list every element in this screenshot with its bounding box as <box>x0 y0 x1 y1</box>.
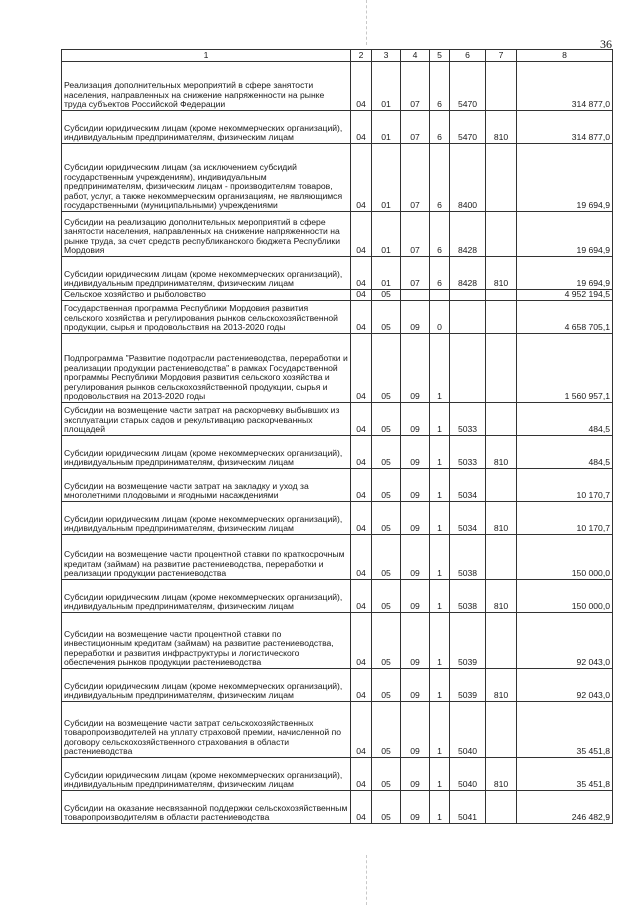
table-row <box>62 469 613 502</box>
direction-code: 8428 <box>450 257 486 290</box>
table-row <box>62 535 613 580</box>
program-code: 09 <box>401 301 430 334</box>
expense-type-code: 810 <box>486 758 517 791</box>
subsection-code: 05 <box>372 301 401 334</box>
amount: 150 000,0 <box>517 535 613 580</box>
section-code: 04 <box>351 613 372 669</box>
page-number: 36 <box>600 37 612 51</box>
expense-type-code <box>486 403 517 436</box>
program-code: 09 <box>401 436 430 469</box>
expense-type-code <box>486 144 517 212</box>
subsection-code: 01 <box>372 144 401 212</box>
subsection-code: 05 <box>372 613 401 669</box>
program-code: 09 <box>401 535 430 580</box>
section-code: 04 <box>351 758 372 791</box>
amount: 10 170,7 <box>517 469 613 502</box>
program-code: 07 <box>401 257 430 290</box>
subsection-code: 05 <box>372 502 401 535</box>
expense-type-code: 810 <box>486 669 517 702</box>
table-row <box>62 669 613 702</box>
header-cell-3: 3 <box>372 50 401 62</box>
subsection-code: 05 <box>372 403 401 436</box>
row-name: Реализация дополнительных мероприятий в сфере занятости населения, направленных на снижение напряженности на рынке труда субъектов Российской Федерации <box>62 62 351 111</box>
binding-line-bottom <box>366 855 367 905</box>
header-cell-2: 2 <box>351 50 372 62</box>
direction-code: 5470 <box>450 62 486 111</box>
header-cell-6: 6 <box>450 50 486 62</box>
header-cell-8: 8 <box>517 50 613 62</box>
subprogram-code: 1 <box>430 535 450 580</box>
table-row <box>62 62 613 111</box>
subsection-code: 01 <box>372 212 401 257</box>
subprogram-code: 0 <box>430 301 450 334</box>
table-row <box>62 111 613 144</box>
amount: 19 694,9 <box>517 144 613 212</box>
table-row <box>62 702 613 758</box>
subprogram-code: 1 <box>430 702 450 758</box>
expense-type-code: 810 <box>486 257 517 290</box>
section-code: 04 <box>351 212 372 257</box>
section-code: 04 <box>351 535 372 580</box>
amount: 314 877,0 <box>517 62 613 111</box>
program-code: 09 <box>401 580 430 613</box>
subprogram-code: 6 <box>430 62 450 111</box>
table-row <box>62 613 613 669</box>
program-code: 09 <box>401 613 430 669</box>
table-row <box>62 257 613 290</box>
direction-code <box>450 334 486 403</box>
amount: 92 043,0 <box>517 669 613 702</box>
program-code: 09 <box>401 469 430 502</box>
row-name: Субсидии юридическим лицам (кроме некоммерческих организаций), индивидуальным предпринимателям, физическим лицам <box>62 669 351 702</box>
row-name: Государственная программа Республики Мордовия развития сельского хозяйства и регулирования рынков сельскохозяйственной продукции, сырья и продовольствия на 2013-2020 годы <box>62 301 351 334</box>
expense-type-code <box>486 212 517 257</box>
row-name: Субсидии на возмещение части затрат на закладку и уход за многолетними плодовыми и ягодными насаждениями <box>62 469 351 502</box>
amount: 35 451,8 <box>517 702 613 758</box>
direction-code <box>450 290 486 301</box>
section-code: 04 <box>351 62 372 111</box>
subprogram-code: 1 <box>430 758 450 791</box>
program-code: 09 <box>401 669 430 702</box>
table-row <box>62 212 613 257</box>
header-cell-1: 1 <box>62 50 351 62</box>
program-code <box>401 290 430 301</box>
section-code: 04 <box>351 791 372 824</box>
section-code: 04 <box>351 502 372 535</box>
direction-code: 5033 <box>450 403 486 436</box>
direction-code: 5470 <box>450 111 486 144</box>
direction-code: 5039 <box>450 613 486 669</box>
program-code: 09 <box>401 403 430 436</box>
row-name: Субсидии на оказание несвязанной поддержки сельскохозяйственным товаропроизводителям в области растениеводства <box>62 791 351 824</box>
expense-type-code <box>486 702 517 758</box>
section-code: 04 <box>351 144 372 212</box>
row-name: Подпрограмма "Развитие подотрасли растениеводства, переработки и реализации продукции растениеводства" в рамках Государственной программы Республики Мордовия развития сельского хозяйства и регулирования рынков сельскохозяйственной продукции, сырья и продовольствия на 2013-2020 годы <box>62 334 351 403</box>
subsection-code: 01 <box>372 62 401 111</box>
expense-type-code: 810 <box>486 111 517 144</box>
subprogram-code: 6 <box>430 144 450 212</box>
table-row <box>62 791 613 824</box>
section-code: 04 <box>351 334 372 403</box>
amount: 92 043,0 <box>517 613 613 669</box>
subsection-code: 05 <box>372 791 401 824</box>
table-row <box>62 403 613 436</box>
row-name: Субсидии юридическим лицам (кроме некоммерческих организаций), индивидуальным предпринимателям, физическим лицам <box>62 502 351 535</box>
subprogram-code: 6 <box>430 111 450 144</box>
section-code: 04 <box>351 669 372 702</box>
program-code: 09 <box>401 702 430 758</box>
header-cell-7: 7 <box>486 50 517 62</box>
table-row <box>62 144 613 212</box>
header-row <box>62 50 613 62</box>
subsection-code: 05 <box>372 290 401 301</box>
subprogram-code: 1 <box>430 580 450 613</box>
direction-code: 5034 <box>450 469 486 502</box>
row-name: Субсидии юридическим лицам (кроме некоммерческих организаций), индивидуальным предпринимателям, физическим лицам <box>62 436 351 469</box>
amount: 484,5 <box>517 436 613 469</box>
subprogram-code: 1 <box>430 469 450 502</box>
amount: 314 877,0 <box>517 111 613 144</box>
binding-line-top <box>366 0 367 45</box>
subsection-code: 05 <box>372 436 401 469</box>
subprogram-code: 1 <box>430 613 450 669</box>
row-name: Сельское хозяйство и рыболовство <box>62 290 351 301</box>
amount: 4 952 194,5 <box>517 290 613 301</box>
amount: 150 000,0 <box>517 580 613 613</box>
subsection-code: 01 <box>372 257 401 290</box>
amount: 19 694,9 <box>517 212 613 257</box>
section-code: 04 <box>351 580 372 613</box>
subsection-code: 05 <box>372 758 401 791</box>
amount: 35 451,8 <box>517 758 613 791</box>
direction-code: 5039 <box>450 669 486 702</box>
table-row <box>62 580 613 613</box>
section-code: 04 <box>351 301 372 334</box>
row-name: Субсидии на возмещение части затрат сельскохозяйственных товаропроизводителей на уплату страховой премии, начисленной по договору сельскохозяйственного страхования в области растениеводства <box>62 702 351 758</box>
subprogram-code: 6 <box>430 212 450 257</box>
table-row <box>62 290 613 301</box>
row-name: Субсидии юридическим лицам (за исключением субсидий государственным учреждениям), индивидуальным предпринимателям, физическим лицам - производителям товаров, работ, услуг, а также некоммерческим организациям, не являющимся государственными (муниципальными) учреждениями <box>62 144 351 212</box>
section-code: 04 <box>351 111 372 144</box>
subprogram-code: 1 <box>430 403 450 436</box>
expense-type-code <box>486 290 517 301</box>
expense-type-code <box>486 535 517 580</box>
section-code: 04 <box>351 290 372 301</box>
table-row <box>62 436 613 469</box>
expense-type-code <box>486 469 517 502</box>
program-code: 09 <box>401 758 430 791</box>
direction-code: 5040 <box>450 758 486 791</box>
row-name: Субсидии юридическим лицам (кроме некоммерческих организаций), индивидуальным предпринимателям, физическим лицам <box>62 111 351 144</box>
subsection-code: 05 <box>372 702 401 758</box>
direction-code: 8428 <box>450 212 486 257</box>
subprogram-code: 6 <box>430 257 450 290</box>
program-code: 07 <box>401 144 430 212</box>
subprogram-code: 1 <box>430 791 450 824</box>
subsection-code: 05 <box>372 580 401 613</box>
program-code: 07 <box>401 212 430 257</box>
row-name: Субсидии на возмещение части процентной ставки по краткосрочным кредитам (займам) на развитие растениеводства, переработки и реализации продукции растениеводства <box>62 535 351 580</box>
header-cell-4: 4 <box>401 50 430 62</box>
section-code: 04 <box>351 436 372 469</box>
expense-type-code <box>486 301 517 334</box>
expense-type-code: 810 <box>486 580 517 613</box>
amount: 10 170,7 <box>517 502 613 535</box>
expense-type-code: 810 <box>486 502 517 535</box>
direction-code: 8400 <box>450 144 486 212</box>
amount: 484,5 <box>517 403 613 436</box>
subprogram-code: 1 <box>430 334 450 403</box>
subprogram-code <box>430 290 450 301</box>
direction-code: 5038 <box>450 535 486 580</box>
program-code: 09 <box>401 502 430 535</box>
subprogram-code: 1 <box>430 502 450 535</box>
budget-table <box>61 49 613 824</box>
row-name: Субсидии на возмещение части процентной ставки по инвестиционным кредитам (займам) на развитие растениеводства, переработки и развития инфраструктуры и логистического обеспечения рынков продукции растениеводства <box>62 613 351 669</box>
expense-type-code <box>486 334 517 403</box>
amount: 1 560 957,1 <box>517 334 613 403</box>
row-name: Субсидии юридическим лицам (кроме некоммерческих организаций), индивидуальным предпринимателям, физическим лицам <box>62 580 351 613</box>
table-body <box>62 62 613 824</box>
subsection-code: 01 <box>372 111 401 144</box>
program-code: 09 <box>401 334 430 403</box>
expense-type-code <box>486 791 517 824</box>
amount: 19 694,9 <box>517 257 613 290</box>
direction-code <box>450 301 486 334</box>
subsection-code: 05 <box>372 334 401 403</box>
amount: 246 482,9 <box>517 791 613 824</box>
subsection-code: 05 <box>372 669 401 702</box>
table-row <box>62 758 613 791</box>
expense-type-code <box>486 613 517 669</box>
program-code: 07 <box>401 62 430 111</box>
table-row <box>62 334 613 403</box>
amount: 4 658 705,1 <box>517 301 613 334</box>
program-code: 07 <box>401 111 430 144</box>
section-code: 04 <box>351 469 372 502</box>
direction-code: 5038 <box>450 580 486 613</box>
section-code: 04 <box>351 702 372 758</box>
subsection-code: 05 <box>372 535 401 580</box>
section-code: 04 <box>351 403 372 436</box>
table-row <box>62 502 613 535</box>
row-name: Субсидии юридическим лицам (кроме некоммерческих организаций), индивидуальным предпринимателям, физическим лицам <box>62 257 351 290</box>
header-cell-5: 5 <box>430 50 450 62</box>
program-code: 09 <box>401 791 430 824</box>
direction-code: 5041 <box>450 791 486 824</box>
subprogram-code: 1 <box>430 669 450 702</box>
expense-type-code: 810 <box>486 436 517 469</box>
direction-code: 5034 <box>450 502 486 535</box>
row-name: Субсидии юридическим лицам (кроме некоммерческих организаций), индивидуальным предпринимателям, физическим лицам <box>62 758 351 791</box>
subsection-code: 05 <box>372 469 401 502</box>
direction-code: 5040 <box>450 702 486 758</box>
row-name: Субсидии на возмещение части затрат на раскорчевку выбывших из эксплуатации старых садов и рекультивацию раскорчеванных площадей <box>62 403 351 436</box>
expense-type-code <box>486 62 517 111</box>
row-name: Субсидии на реализацию дополнительных мероприятий в сфере занятости населения, направленных на снижение напряженности на рынке труда, за счет средств республиканского бюджета Республики Мордовия <box>62 212 351 257</box>
subprogram-code: 1 <box>430 436 450 469</box>
direction-code: 5033 <box>450 436 486 469</box>
table-row <box>62 301 613 334</box>
section-code: 04 <box>351 257 372 290</box>
